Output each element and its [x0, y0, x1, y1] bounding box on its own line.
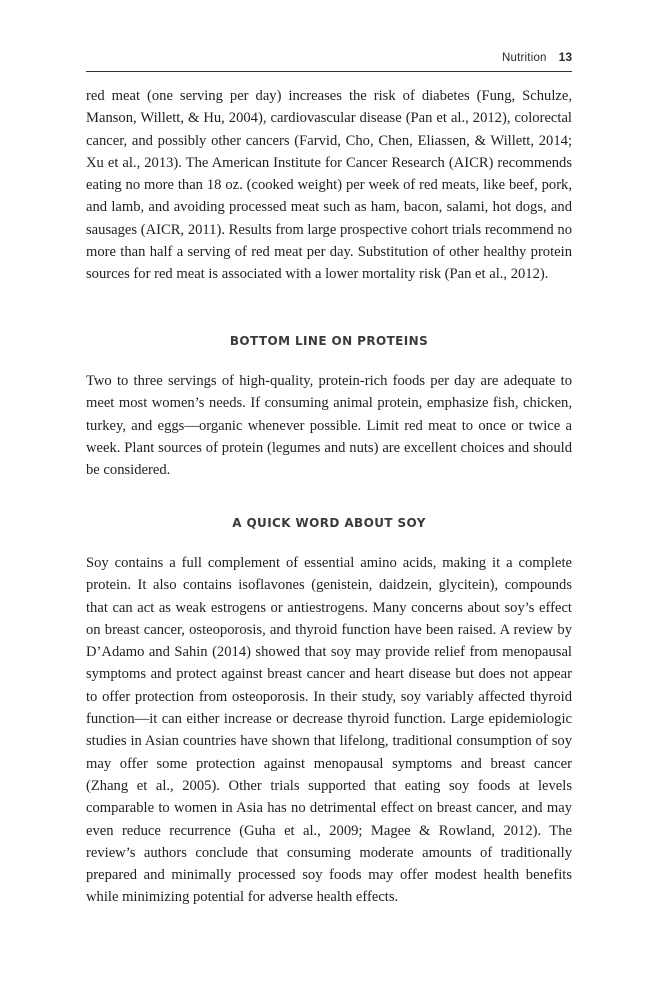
paragraph-soy: Soy contains a full complement of essential amino acids, making it a complete protein. It also contains isoflavones (genistein, daidzein, glycitein), compounds that can act as weak estrogens or antiestrogens. Many concerns about soy’s effect on breast cancer, osteoporosis, and thyroid function have been raised. A review by D’Adamo and Sahin (2014) showed that soy may provide relief from menopausal symptoms and protect against breast cancer and heart disease but does not appear to offer protection from osteoporosis. In their study, soy variably affected thyroid function—it can either increase or decrease thyroid function. Large epidemiologic studies in Asian countries have shown that lifelong, traditional consumption of soy may offer some protection against menopausal symptoms and breast cancer (Zhang et al., 2005). Other trials supported that eating soy foods at levels comparable to women in Asia has no detrimental effect on breast cancer, and may even reduce recurrence (Guha et al., 2009; Magee & Rowland, 2012). The review’s authors conclude that consuming moderate amounts of traditionally prepared and minimally processed soy foods may offer modest health benefits while minimizing potential for adverse health effects. — [86, 555, 572, 906]
paragraph-proteins: Two to three servings of high-quality, protein-rich foods per day are adequate to meet most women’s needs. If consuming animal protein, emphasize fish, chicken, turkey, and eggs—organic whenever possible. Limit red meat to once or twice a week. Plant sources of protein (legumes and nuts) are excellent choices and should be considered. — [86, 373, 572, 479]
running-head-section: Nutrition — [502, 52, 547, 64]
heading-quick-word-soy: A QUICK WORD ABOUT SOY — [232, 516, 426, 530]
paragraph-red-meat: red meat (one serving per day) increases the risk of diabetes (Fung, Schulze, Manson, Willett, & Hu, 2004), cardiovascular disease (Pan et al., 2012), colorectal cancer, and possibly other cancers (Farvid, Cho, Chen, Eliassen, & Willett, 2014; Xu et al., 2013). The American Institute for Cancer Research (AICR) recommends eating no more than 18 oz. (cooked weight) per week of red meats, like beef, pork, and lamb, and avoiding processed meat such as ham, bacon, salami, hot dogs, and sausages (AICR, 2011). Results from large prospective cohort trials recommend no more than half a serving of red meat per day. Substitution of other healthy protein sources for red meat is associated with a lower mortality risk (Pan et al., 2012). — [86, 88, 572, 283]
heading-bottom-line-proteins: BOTTOM LINE ON PROTEINS — [229, 334, 429, 348]
header-rule — [86, 71, 572, 72]
running-head — [86, 50, 572, 70]
page-number: 13 — [558, 50, 572, 64]
